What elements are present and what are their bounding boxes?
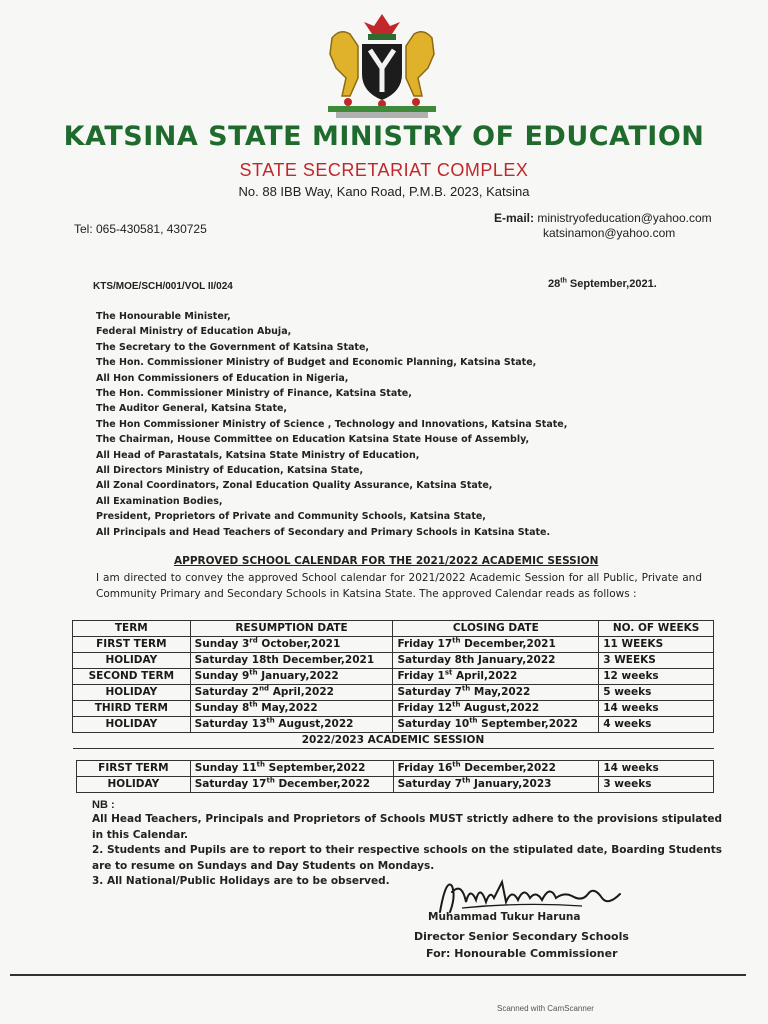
email-primary: ministryofeducation@yahoo.com	[537, 211, 712, 225]
recipient-line: The Honourable Minister,	[96, 311, 231, 322]
weeks-cell: 3 weeks	[599, 777, 714, 793]
closing-date-cell: Friday 17th December,2021	[393, 637, 599, 653]
nigeria-coat-of-arms-icon	[314, 8, 450, 120]
resumption-date-cell: Sunday 11th September,2022	[190, 761, 393, 777]
weeks-cell: 5 weeks	[599, 685, 714, 701]
resumption-date-cell: Sunday 9th January,2022	[190, 669, 393, 685]
recipient-line: All Principals and Head Teachers of Secondary and Primary Schools in Katsina State.	[96, 526, 551, 538]
closing-date-cell: Saturday 7th January,2023	[393, 777, 599, 793]
signatory-name: Muhammad Tukur Haruna	[428, 911, 581, 923]
term-cell: HOLIDAY	[73, 717, 191, 733]
resumption-date-cell: Sunday 8th May,2022	[190, 701, 393, 717]
secretariat-heading: STATE SECRETARIAT COMPLEX	[239, 160, 529, 180]
note-item: All Head Teachers, Principals and Proprietors of Schools MUST strictly adhere to the provisions stipulated in this Calendar.	[92, 813, 722, 841]
resumption-date-cell: Sunday 3rd October,2021	[190, 637, 393, 653]
weeks-cell: 12 weeks	[599, 669, 714, 685]
weeks-cell: 3 WEEKS	[599, 653, 714, 669]
note-item: 2. Students and Pupils are to report to their respective schools on the stipulated date, Boarding Students are to resume on Sundays and Day Students on Mondays.	[92, 844, 722, 872]
calendar-row	[73, 669, 714, 685]
recipient-line: The Hon Commissioner Ministry of Science , Technology and Innovations, Katsina State,	[96, 418, 568, 430]
next-session-heading: 2022/2023 ACADEMIC SESSION	[73, 733, 714, 749]
recipient-line: All Examination Bodies,	[96, 495, 223, 507]
term-cell: SECOND TERM	[73, 669, 191, 685]
ministry-title: KATSINA STATE MINISTRY OF EDUCATION	[63, 121, 705, 152]
calendar-row	[73, 637, 714, 653]
postal-address: No. 88 IBB Way, Kano Road, P.M.B. 2023, Katsina	[238, 184, 530, 199]
calendar-table-2021-2022	[72, 620, 714, 749]
term-cell: THIRD TERM	[73, 701, 191, 717]
footer-divider	[10, 974, 746, 976]
term-cell: FIRST TERM	[73, 637, 191, 653]
recipient-line: The Hon. Commissioner Ministry of Finance, Katsina State,	[96, 388, 412, 400]
closing-date-cell: Saturday 8th January,2022	[393, 653, 599, 669]
header-closing-date: CLOSING DATE	[393, 621, 599, 637]
signatory-for: For: Honourable Commissioner	[426, 947, 618, 960]
calendar-row	[73, 717, 714, 733]
header-number-of-weeks: NO. OF WEEKS	[599, 621, 714, 637]
email-label: E-mail:	[494, 211, 535, 225]
calendar-heading: APPROVED SCHOOL CALENDAR FOR THE 2021/2022 ACADEMIC SESSION	[174, 555, 599, 567]
closing-date-cell: Saturday 10th September,2022	[393, 717, 599, 733]
recipient-line: The Chairman, House Committee on Education Katsina State House of Assembly,	[96, 434, 530, 446]
scanner-watermark: Scanned with CamScanner	[497, 1004, 594, 1013]
recipient-line: The Hon. Commissioner Ministry of Budget and Economic Planning, Katsina State,	[96, 357, 537, 369]
resumption-date-cell: Saturday 2nd April,2022	[190, 685, 393, 701]
recipient-line: All Hon Commissioners of Education in Nigeria,	[96, 372, 349, 384]
recipient-line: The Auditor General, Katsina State,	[96, 403, 288, 415]
recipient-line: President, Proprietors of Private and Community Schools, Katsina State,	[96, 511, 486, 523]
closing-date-cell: Friday 16th December,2022	[393, 761, 599, 777]
note-item: 3. All National/Public Holidays are to be observed.	[92, 875, 390, 887]
resumption-date-cell: Saturday 13th August,2022	[190, 717, 393, 733]
term-cell: HOLIDAY	[73, 685, 191, 701]
session-heading-row	[73, 733, 714, 749]
recipient-line: The Secretary to the Government of Katsina State,	[96, 341, 370, 353]
closing-date-cell: Saturday 7th May,2022	[393, 685, 599, 701]
notes-label: NB :	[92, 799, 115, 811]
weeks-cell: 4 weeks	[599, 717, 714, 733]
calendar-row	[73, 685, 714, 701]
recipient-list	[96, 309, 567, 540]
header-term: TERM	[73, 621, 191, 637]
reference-number: KTS/MOE/SCH/001/VOL II/024	[93, 281, 233, 292]
recipient-line: All Head of Parastatals, Katsina State Ministry of Education,	[96, 449, 420, 461]
closing-date-cell: Friday 12th August,2022	[393, 701, 599, 717]
calendar-row	[77, 761, 714, 777]
telephone-numbers: Tel: 065-430581, 430725	[74, 222, 207, 236]
recipient-line: All Zonal Coordinators, Zonal Education Quality Assurance, Katsina State,	[96, 480, 493, 492]
weeks-cell: 11 WEEKS	[599, 637, 714, 653]
calendar-row	[73, 701, 714, 717]
weeks-cell: 14 weeks	[599, 761, 714, 777]
letter-date: 28th September,2021.	[548, 277, 657, 290]
email-block	[494, 211, 712, 241]
resumption-date-cell: Saturday 18th December,2021	[190, 653, 393, 669]
resumption-date-cell: Saturday 17th December,2022	[190, 777, 393, 793]
calendar-row	[73, 653, 714, 669]
signatory-title: Director Senior Secondary Schools	[414, 930, 629, 943]
email-secondary: katsinamon@yahoo.com	[543, 226, 676, 240]
term-cell: FIRST TERM	[77, 761, 191, 777]
header-resumption-date: RESUMPTION DATE	[190, 621, 393, 637]
recipient-line: All Directors Ministry of Education, Katsina State,	[96, 465, 364, 477]
term-cell: HOLIDAY	[73, 653, 191, 669]
weeks-cell: 14 weeks	[599, 701, 714, 717]
calendar-table-2022-2023	[76, 760, 714, 793]
recipient-line: Federal Ministry of Education Abuja,	[96, 326, 292, 338]
table-header-row	[73, 621, 714, 637]
term-cell: HOLIDAY	[77, 777, 191, 793]
calendar-row	[77, 777, 714, 793]
intro-paragraph: I am directed to convey the approved School calendar for 2021/2022 Academic Session for all Public, Private and Community Primary and Secondary Schools in Katsina State. The approved Calendar reads as follows :	[96, 572, 702, 600]
closing-date-cell: Friday 1st April,2022	[393, 669, 599, 685]
